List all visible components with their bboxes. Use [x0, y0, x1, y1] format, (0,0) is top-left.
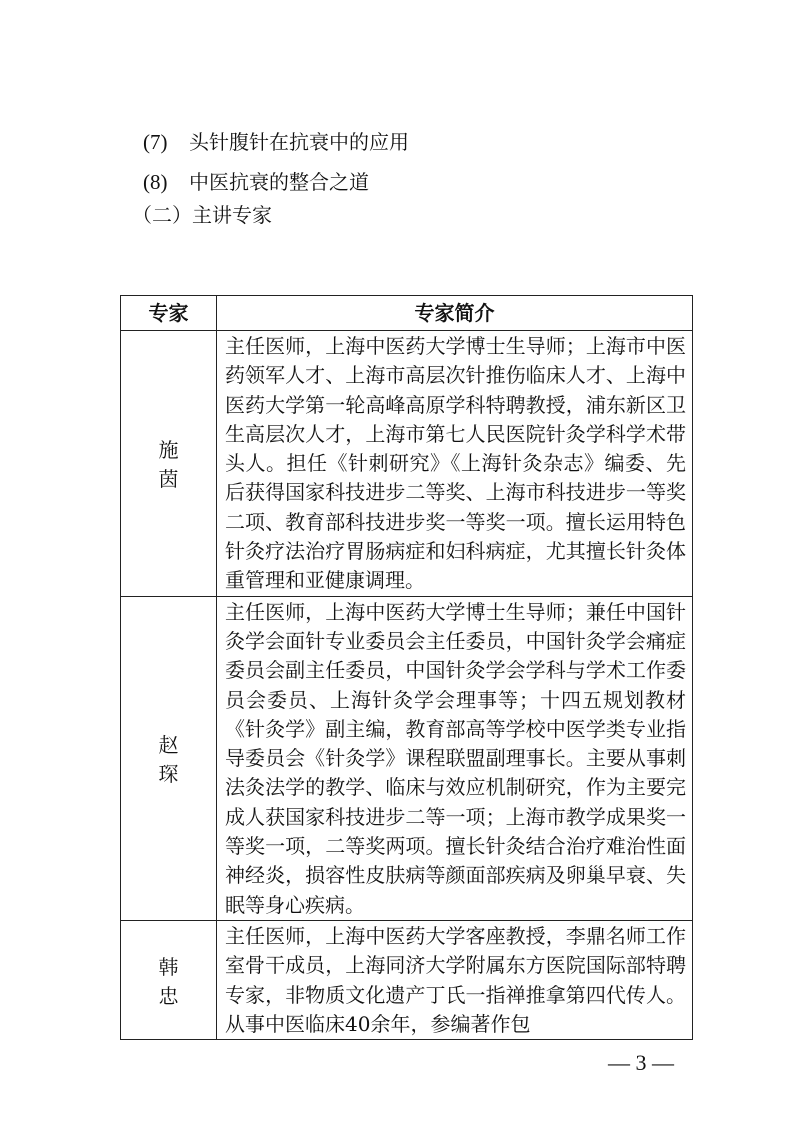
page-number: — 3 — [608, 1050, 674, 1075]
list-item-text: 头针腹针在抗衰中的应用 [189, 130, 409, 154]
experts-table [120, 295, 693, 1040]
list-item-7 [143, 128, 409, 156]
expert-name: 施茵 [121, 331, 217, 597]
header-intro: 专家简介 [217, 296, 693, 331]
table-header-row [121, 296, 693, 331]
table-row [121, 920, 693, 1039]
table-row [121, 331, 693, 597]
section-heading: （二）主讲专家 [132, 203, 272, 227]
expert-bio: 主任医师，上海中医药大学博士生导师；兼任中国针灸学会面针专业委员会主任委员，中国针灸学会痛症委员会副主任委员，中国针灸学会学科与学术工作委员会委员、上海针灸学会理事等；十四五规划教材《针灸学》副主编，教育部高等学校中医学类专业指导委员会《针灸学》课程联盟副理事长。主要从事刺法灸法学的教学、临床与效应机制研究，作为主要完成人获国家科技进步二等一项；上海市教学成果奖一等奖一项，二等奖两项。擅长针灸结合治疗难治性面神经炎，损容性皮肤病等颜面部疾病及卵巢早衰、失眠等身心疾病。 [217, 596, 693, 920]
list-item-text: 中医抗衰的整合之道 [189, 170, 369, 194]
list-item-number: (7) [143, 130, 168, 154]
list-item-number: (8) [143, 170, 168, 194]
expert-name: 韩忠 [121, 920, 217, 1039]
header-expert: 专家 [121, 296, 217, 331]
expert-bio: 主任医师，上海中医药大学博士生导师；上海市中医药领军人才、上海市高层次针推伤临床人才、上海中医药大学第一轮高峰高原学科特聘教授，浦东新区卫生高层次人才，上海市第七人民医院针灸学科学术带头人。担任《针刺研究》《上海针灸杂志》编委、先后获得国家科技进步二等奖、上海市科技进步一等奖二项、教育部科技进步奖一等奖一项。擅长运用特色针灸疗法治疗胃肠病症和妇科病症，尤其擅长针灸体重管理和亚健康调理。 [217, 331, 693, 597]
expert-name: 赵琛 [121, 596, 217, 920]
table-row [121, 596, 693, 920]
list-item-8 [143, 168, 369, 196]
expert-bio: 主任医师，上海中医药大学客座教授，李鼎名师工作室骨干成员，上海同济大学附属东方医院国际部特聘专家，非物质文化遗产丁氏一指禅推拿第四代传人。从事中医临床40余年，参编著作包 [217, 920, 693, 1039]
